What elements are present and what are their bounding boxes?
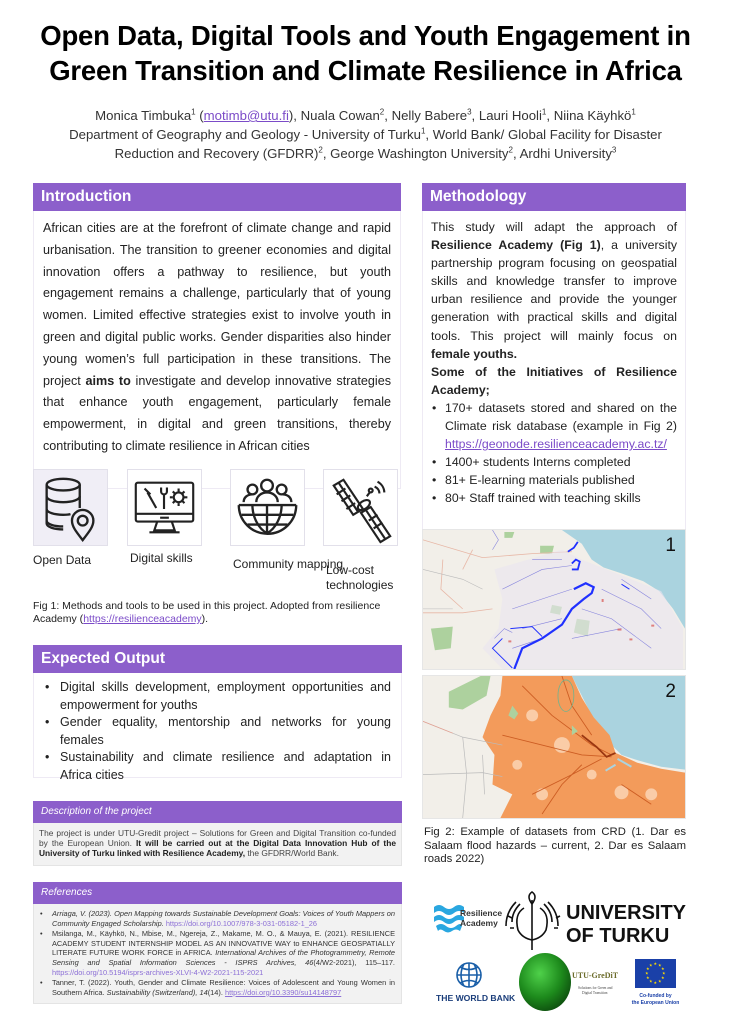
svg-text:★: ★	[649, 978, 653, 984]
community-globe-icon	[231, 470, 304, 545]
bold-run: aims to	[85, 373, 131, 388]
expected-output-panel	[33, 645, 402, 782]
caption-text: ).	[201, 613, 209, 625]
reference-doi-link[interactable]: https://doi.org/10.1007/978-3-031-05182-1_26	[165, 918, 318, 928]
turku-line1: UNIVERSITY	[566, 902, 687, 924]
introduction-panel	[33, 183, 401, 489]
title-line-2: Green Transition and Climate Resilience in Africa	[49, 55, 682, 86]
svg-text:★: ★	[646, 975, 650, 980]
list-item: • Gender equality, mentorship and networks for young females	[42, 714, 391, 749]
satellite-icon	[324, 470, 397, 545]
list-item: • Digital skills development, employment opportunities and empowerment for youths	[42, 679, 391, 714]
author-list: Monica Timbuka$^1$ (motimb@utu.fi), Nuala Cowan$^2$, Nelly Babere$^3$, Lauri Hooli$^1$, Niina Käyhkö$^1$	[95, 107, 636, 123]
author-sup: 3	[467, 107, 472, 117]
reference-doi-link[interactable]: https://doi.org/10.3390/su14148797	[224, 987, 342, 997]
map-roads-2022	[422, 675, 686, 819]
list-item: • 1400+ students Interns completed	[431, 453, 677, 471]
author-sup: 1	[191, 107, 196, 117]
gredit-sub2: Digital Transition	[582, 991, 608, 995]
university-turku-emblem	[506, 892, 560, 950]
author-name: Nelly Babere	[391, 108, 468, 123]
tile-digital-skills	[127, 469, 202, 546]
tile-label-low-cost: Low-cost technologies	[326, 563, 394, 592]
map-number-1: 1	[665, 535, 676, 556]
bold-run: female youths.	[431, 346, 518, 361]
ra-line2: Academy	[460, 918, 498, 928]
bold-run: It will be carried out at the Digital Data Innovation Hub of the University of Turku linked with Resilience Academy,	[39, 838, 396, 859]
author-name: Monica Timbuka	[95, 108, 192, 123]
project-description-panel	[33, 801, 402, 866]
introduction-heading: Introduction	[33, 183, 401, 211]
text-run: The project is under UTU-Gredit project – Solutions for Green and Digital Transition co-funded by the European Union.	[39, 828, 396, 849]
ra-line1: Resilience	[460, 908, 503, 918]
affiliation-sup: 1	[420, 126, 426, 136]
resilience-academy-logo	[434, 905, 502, 933]
text-run: African cities are at the forefront of climate change and rapid urbanisation. The transition to greener economies and digital innovation offers a pathway to resilience, but youth engagement remains a challenge, particularly that of young women. Limited effective strategies exist to involve youth in green and digital public works. Gender disparities also hinder young women’s full participation in these transitions. The project	[43, 221, 391, 388]
world-bank-label: THE WORLD BANK	[436, 993, 516, 1003]
author-name: Niina Käyhkö	[553, 108, 632, 123]
svg-text:★: ★	[653, 980, 658, 985]
author-name: Lauri Hooli	[478, 108, 542, 123]
italic-run: Sustainability (Switzerland), 14	[106, 987, 208, 997]
references-panel	[33, 882, 402, 1004]
fig1-caption	[33, 600, 405, 626]
methodology-text	[431, 218, 677, 363]
italic-run: Arriaga, V. (2023). Open Mapping towards Sustainable Development Goals: Voices of Youth Mappers on Community Engaged Scholarship.	[52, 909, 395, 928]
partner-logos	[420, 888, 710, 1013]
methodology-panel	[422, 183, 686, 547]
svg-text:★: ★	[658, 962, 662, 968]
resilience-academy-link[interactable]: https://resilienceacademy	[83, 613, 202, 625]
text-run: , a university partnership program focusing on geospatial skills and knowledge transfer to improve urban resilience and provide the younger generation with practical skills and digital tools. This project will mainly focus on	[431, 238, 678, 343]
affiliation-text: Department of Geography and Geology - University of Turku	[69, 127, 421, 142]
geonode-link[interactable]: https://geonode.resilienceacademy.ac.tz/	[445, 437, 667, 452]
text-run: Tanner, T. (2022). Youth, Gender and Climate Resilience: Voices of Adolescent and Young Women in Southern Africa.	[52, 978, 395, 997]
expected-output-body	[33, 673, 402, 782]
svg-text:★: ★	[661, 975, 665, 980]
map-flood-hazards	[422, 529, 686, 670]
bold-run: Some of the Initiatives of Resilience Academy;	[431, 364, 677, 397]
roads-map-image	[423, 676, 685, 818]
turku-line2: OF TURKU	[566, 925, 670, 947]
label-text: Community mapping	[233, 557, 344, 571]
eu-line2: the European Union	[631, 1000, 680, 1006]
svg-text:★: ★	[662, 970, 666, 976]
list-item	[431, 399, 677, 453]
gredit-sub1: Solutions for Green and	[578, 986, 613, 990]
reference-doi-link[interactable]: https://doi.org/10.5194/isprs-archives-XLVI-4-W2-2021-115-2021	[52, 967, 264, 977]
monitor-tools-icon	[128, 470, 201, 545]
description-heading: Description of the project	[33, 801, 402, 823]
gredit-title: UTU-GreDiT	[572, 971, 619, 980]
reference-item	[39, 978, 395, 997]
affiliation-text: , World Bank/ Global Facility for Disaster	[425, 127, 662, 142]
text-run: investigate and develop innovative strategies that enhance youth engagement, particularly female empowerment, in digital and green transitions, thereby contributing to climate resilience in African cities	[43, 373, 392, 453]
tile-open-data	[33, 469, 108, 546]
list-item: • Sustainability and climate resilience and adaptation in Africa cities	[42, 749, 391, 784]
text-run: (14).	[207, 987, 225, 997]
bold-run: Resilience Academy (Fig 1)	[431, 238, 601, 253]
map-number-2: 2	[665, 681, 676, 702]
reference-item	[39, 909, 395, 928]
text-run: This study will adapt the approach of	[431, 220, 677, 234]
text-run: 170+ datasets stored and shared on the Climate risk database (example in Fig 2)	[445, 400, 677, 434]
caption-text: Fig 1: Methods and tools to be used in this project. Adopted from resilience Academy (	[33, 600, 381, 625]
methodology-body	[422, 211, 686, 547]
italic-run: International Archives of the Photogrammetry, Remote Sensing and Spatial Information Sciences - ISPRS Archives, 46	[52, 948, 395, 967]
world-bank-globe-icon	[457, 963, 481, 987]
affiliation-sup: 2	[508, 145, 513, 155]
tile-label-digital-skills: Digital skills	[130, 551, 193, 565]
author-sup: 1	[631, 107, 636, 117]
initiatives-subheading	[431, 363, 677, 399]
svg-text:★: ★	[649, 962, 653, 968]
eu-flag-icon	[635, 959, 676, 988]
reference-item	[39, 929, 395, 977]
description-text	[39, 828, 396, 859]
author-email-link[interactable]: motimb@utu.fi	[203, 108, 289, 123]
svg-text:★: ★	[645, 970, 649, 976]
eu-line1: Co-funded by	[639, 993, 672, 999]
text-run: (4/W2-2021), 115–117.	[313, 957, 395, 967]
references-list	[39, 909, 395, 997]
flood-hazard-map-image	[423, 530, 685, 669]
list-item: • 81+ E-learning materials published	[431, 471, 677, 489]
text-run: the GFDRR/World Bank.	[245, 848, 339, 859]
svg-text:★: ★	[661, 966, 665, 971]
list-item: • 80+ Staff trained with teaching skills	[431, 489, 677, 507]
affiliations	[0, 125, 731, 163]
database-location-icon	[34, 470, 107, 545]
tile-label-open-data: Open Data	[33, 553, 92, 567]
expected-output-list	[42, 679, 391, 784]
author-name: Nuala Cowan	[300, 108, 380, 123]
references-heading: References	[33, 882, 402, 904]
title-line-1: Open Data, Digital Tools and Youth Engagement in	[40, 20, 691, 51]
svg-text:★: ★	[658, 978, 662, 984]
svg-text:★: ★	[646, 966, 650, 971]
description-body	[33, 823, 402, 866]
introduction-body	[33, 211, 401, 489]
expected-output-heading: Expected Output	[33, 645, 402, 673]
author-sup: 2	[379, 107, 385, 117]
affiliation-text: , Ardhi University	[512, 146, 612, 161]
references-body	[33, 904, 402, 1004]
introduction-text	[43, 218, 391, 458]
affiliation-text: Reduction and Recovery (GFDRR)	[114, 146, 319, 161]
svg-text:★: ★	[653, 961, 658, 966]
methodology-heading: Methodology	[422, 183, 686, 211]
fig1-icon-row	[33, 469, 405, 599]
affiliation-sup: 2	[318, 145, 323, 155]
partner-logos-graphic	[420, 888, 710, 1013]
author-sup: 1	[541, 107, 547, 117]
poster-title	[0, 18, 731, 88]
gredit-sphere-icon	[519, 953, 571, 1011]
tile-community-mapping	[230, 469, 305, 546]
text-run: Msilanga, M., Käyhkö, N., Mbise, M., Ngereja, Z., Makame, M. O., & Mauya, E. (2021). RESILIENCE ACADEMY STUDENT INTERNSHIP MODEL AS AN INNOVATIVE WAY to ENHANCE GEOSPATIALLY LITERATE FUTURE WORK FORCE in AFRICA.	[52, 929, 395, 958]
affiliation-text: , George Washington University	[322, 146, 509, 161]
tile-low-cost-technologies	[323, 469, 398, 546]
fig2-caption: Fig 2: Example of datasets from CRD (1. Dar es Salaam flood hazards – current, 2. Dar es Salaam roads 2022)	[424, 826, 686, 866]
affiliation-sup: 3	[611, 145, 617, 155]
initiatives-list	[431, 399, 677, 508]
